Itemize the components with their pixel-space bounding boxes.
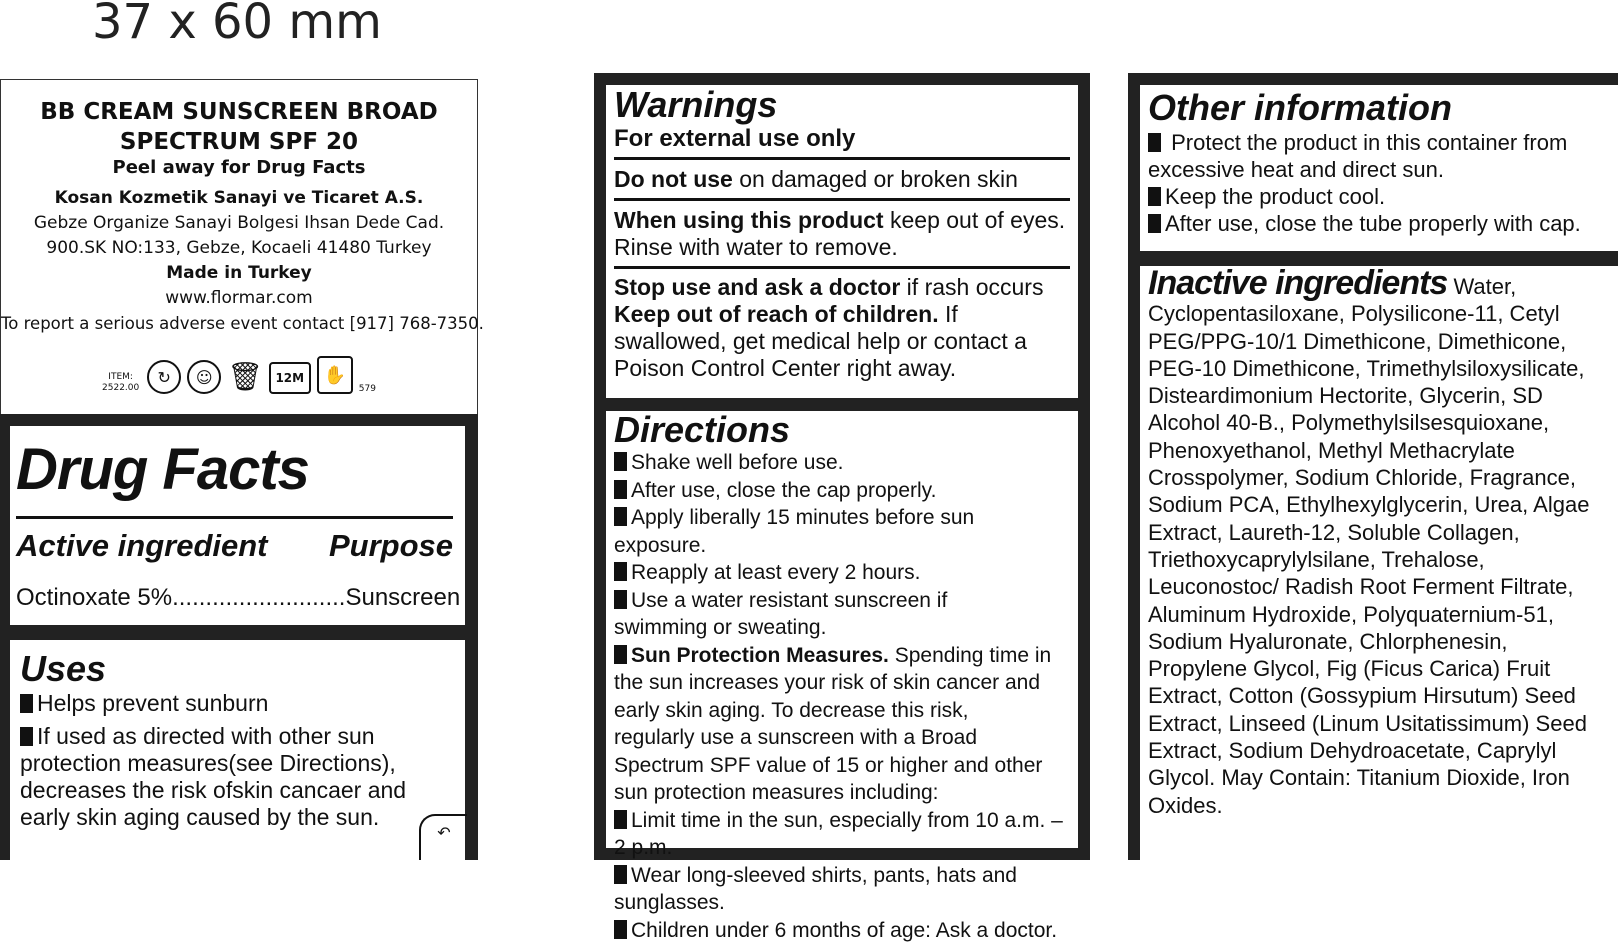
face-icon: ☺	[187, 360, 221, 394]
keep-out-of-reach: Keep out of reach of children. If swallowed, get medical help or contact a Poison Control Center right away.	[614, 301, 1070, 382]
directions-item: Limit time in the sun, especially from 10 a.m. – 2 p.m.	[614, 807, 1070, 862]
peel-corner-icon: ↶	[419, 814, 467, 860]
address-line1: Gebze Organize Sanayi Bolgesi Ihsan Dede Cad.	[1, 211, 477, 236]
recycle-icon: ↻	[147, 360, 181, 394]
other-information-item: Keep the product cool.	[1148, 183, 1610, 210]
trash-bin-icon: 🗑	[227, 360, 263, 394]
warnings-directions-panel	[594, 73, 1090, 860]
directions-box	[606, 411, 1078, 848]
when-using: When using this product keep out of eyes. Rinse with water to remove.	[614, 201, 1070, 266]
made-in: Made in Turkey	[1, 261, 477, 286]
directions-item: After use, close the cap properly.	[614, 477, 1070, 505]
hand-book-icon: ✋	[317, 356, 353, 394]
directions-title: Directions	[614, 411, 1070, 449]
inactive-ingredients-text: Inactive ingredients Water, Cyclopentasiloxane, Polysilicone-11, Cetyl PEG/PPG-10/1 Dimethicone, Dimethicone, PEG-10 Dimethicone, Trimethylsiloxysilicate, Disteardimonium Hectorite, Glycerin, SD Alcohol 40-B., Polymethylsilsesquioxane, Phenoxyethanol, Methyl Methacrylate Crosspolymer, Sodium Chloride, Fragrance, Sodium PCA, Ethylhexylglycerin, Urea, Algae Extract, Laureth-12, Soluble Collagen, Triethoxycaprylylsilane, Trehalose, Leuconostoc/ Radish Root Ferment Filtrate, Aluminum Hydroxide, Polyquaternium-51, Sodium Hyaluronate, Chlorphenesin, Propylene Glycol, Fig (Ficus Carica) Fruit Extract, Cotton (Gossypium Hirsutum) Seed Extract, Linseed (Linum Usitatissimum) Seed Extract, Sodium Dehydroacetate, Caprylyl Glycol. May Contain: Titanium Dioxide, Iron Oxides.	[1140, 266, 1618, 819]
other-information-title: Other information	[1148, 87, 1610, 129]
uses-item: If used as directed with other sun protection measures(see Directions), decreases the risk ofskin cancaer and early skin aging caused by the sun.	[20, 723, 460, 831]
uses-box	[10, 640, 465, 860]
do-not-use: Do not use on damaged or broken skin	[614, 160, 1070, 198]
active-ingredient-header: Active ingredient	[16, 528, 268, 564]
label-dimensions: 37 x 60 mm	[92, 0, 382, 50]
peel-notice: Peel away for Drug Facts	[1, 157, 477, 178]
sun-protection-measures: Sun Protection Measures. Spending time in the sun increases your risk of skin cancer and early skin aging. To decrease this risk, regularly use a sunscreen with a Broad Spectrum SPF value of 15 or higher and other sun protection measures including:	[614, 642, 1054, 807]
drug-facts-box	[10, 426, 465, 625]
pao-jar-icon: 12M	[269, 362, 311, 394]
item-number: ITEM: 2522.00	[102, 372, 139, 394]
purpose-header: Purpose	[329, 528, 453, 564]
directions-item: Use a water resistant sunscreen if swimming or sweating.	[614, 587, 1004, 642]
directions-item: Apply liberally 15 minutes before sun exposure.	[614, 504, 1070, 559]
directions-item: Shake well before use.	[614, 449, 1070, 477]
active-ingredient-row: Octinoxate 5%..........................Sunscreen	[16, 584, 460, 612]
uses-list	[20, 690, 460, 831]
drug-facts-panel	[0, 414, 478, 860]
inactive-ingredients-box	[1140, 266, 1618, 860]
website: www.flormar.com	[1, 286, 477, 311]
other-information-box	[1140, 85, 1618, 251]
divider	[16, 516, 453, 519]
warnings-box	[606, 85, 1078, 398]
directions-item: Children under 6 months of age: Ask a doctor.	[614, 917, 1070, 944]
other-information-item: Protect the product in this container from excessive heat and direct sun.	[1148, 129, 1610, 183]
product-title-line1: BB CREAM SUNSCREEN BROAD	[1, 96, 477, 128]
batch-code: 579	[359, 384, 376, 394]
inactive-ingredients-title: Inactive ingredients	[1148, 264, 1447, 302]
warnings-title: Warnings	[614, 85, 1070, 125]
uses-title: Uses	[20, 648, 106, 690]
front-label	[0, 79, 478, 414]
uses-item: Helps prevent sunburn	[20, 690, 460, 717]
other-information-item: After use, close the tube properly with cap.	[1148, 210, 1610, 237]
directions-item: Reapply at least every 2 hours.	[614, 559, 1070, 587]
other-information-list	[1148, 129, 1610, 237]
other-inactive-panel	[1128, 73, 1618, 860]
symbols-row	[1, 342, 477, 394]
product-title-line2: SPECTRUM SPF 20	[1, 129, 477, 155]
stop-use: Stop use and ask a doctor if rash occurs	[614, 269, 1070, 301]
company-name: Kosan Kozmetik Sanayi ve Ticaret A.S.	[1, 186, 477, 211]
report-contact: To report a serious adverse event contact [917] 768-7350.	[1, 311, 477, 336]
address-line2: 900.SK NO:133, Gebze, Kocaeli 41480 Turkey	[1, 236, 477, 261]
directions-item: Wear long-sleeved shirts, pants, hats and sunglasses.	[614, 862, 1070, 917]
directions-list	[614, 449, 1070, 944]
external-use: For external use only	[614, 125, 1070, 153]
drug-facts-title: Drug Facts	[16, 436, 309, 503]
